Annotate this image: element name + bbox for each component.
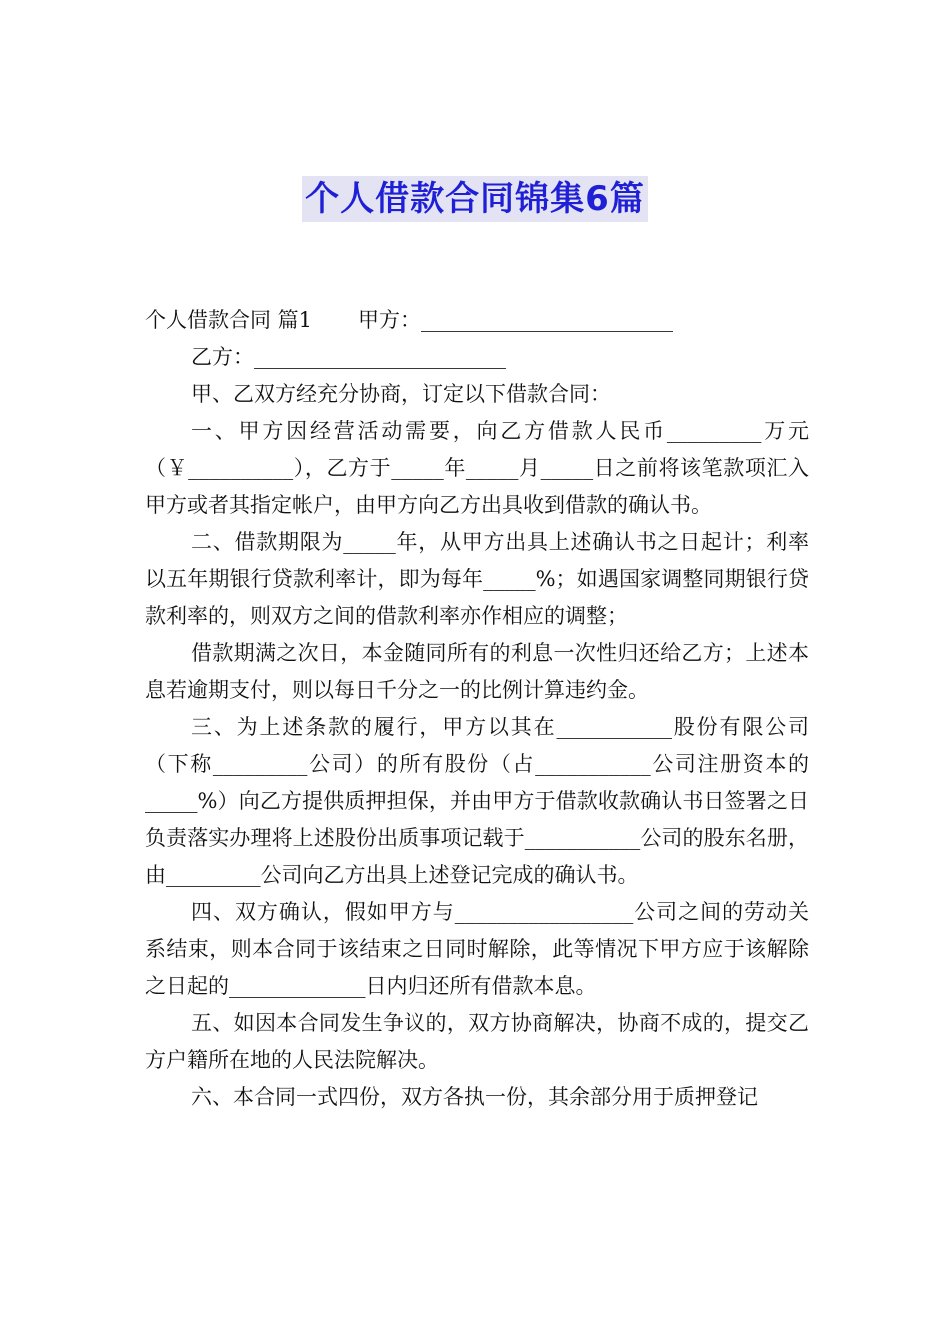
paragraph: 五、如因本合同发生争议的，双方协商解决，协商不成的，提交乙方户籍所在地的人民法院解决。 xyxy=(145,1011,809,1072)
party-b-line: 乙方：________________________ xyxy=(191,345,506,369)
heading-line xyxy=(145,302,809,339)
paragraph: 借款期满之次日，本金随同所有的利息一次性归还给乙方；上述本息若逾期支付，则以每日千分之一的比例计算违约金。 xyxy=(145,641,809,702)
paragraph: 三、为上述条款的履行，甲方以其在___________股份有限公司（下称_________公司）的所有股份（占___________公司注册资本的_____%）向乙方提供质押担保，并由甲方于借款收款确认书日签署之日负责落实办理将上述股份出质事项记载于___________公司的股东名册，由_________公司向乙方出具上述登记完成的确认书。 xyxy=(145,715,809,887)
paragraph: 甲、乙双方经充分协商，订定以下借款合同： xyxy=(191,382,611,406)
paragraph: 一、甲方因经营活动需要，向乙方借款人民币_________万元（￥__________），乙方于_____年_____月_____日之前将该笔款项汇入甲方或者其指定帐户，由甲方向乙方出具收到借款的确认书。 xyxy=(145,419,809,517)
party-a-line: 甲方：________________________ xyxy=(358,308,674,332)
title-wrap xyxy=(0,176,950,222)
paragraph: 二、借款期限为_____年，从甲方出具上述确认书之日起计；利率以五年期银行贷款利率计，即为每年_____%；如遇国家调整同期银行贷款利率的，则双方之间的借款利率亦作相应的调整； xyxy=(145,530,809,628)
paragraph: 六、本合同一式四份，双方各执一份，其余部分用于质押登记 xyxy=(191,1085,758,1109)
contract-heading: 个人借款合同 篇1 xyxy=(145,308,313,332)
paragraph: 四、双方确认，假如甲方与_________________公司之间的劳动关系结束，则本合同于该结束之日同时解除，此等情况下甲方应于该解除之日起的_____________日内归还所有借款本息。 xyxy=(145,900,809,998)
document-title: 个人借款合同锦集6篇 xyxy=(302,176,648,222)
document-body xyxy=(145,302,809,1116)
